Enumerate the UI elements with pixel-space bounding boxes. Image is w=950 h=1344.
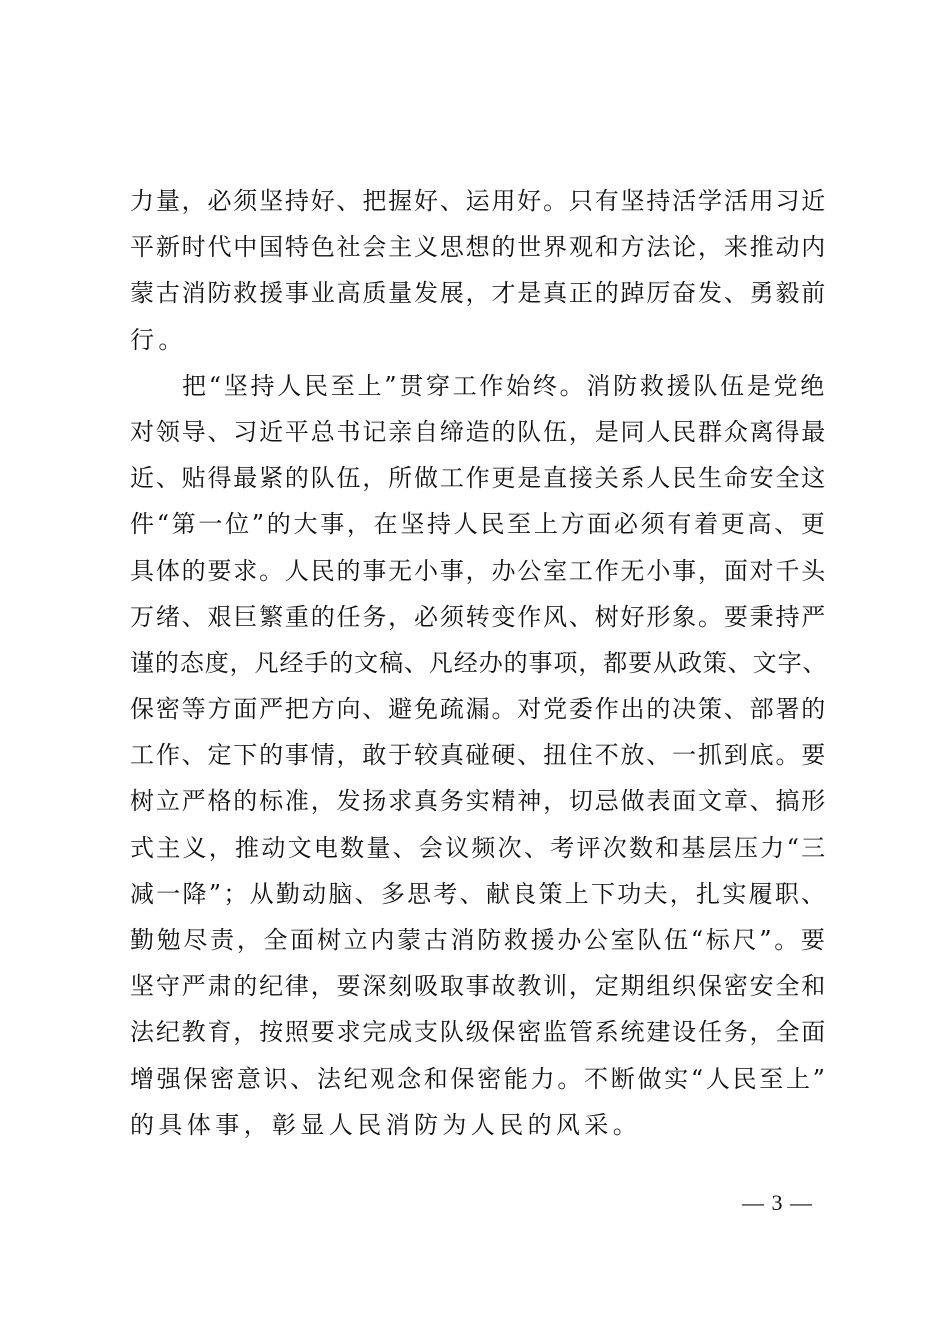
text-line: 工作、定下的事情，敢于较真碰硬、扭住不放、一抓到底。要 (130, 741, 828, 770)
text-line: 的具体事，彰显人民消防为人民的风采。 (130, 1110, 642, 1139)
text-line: 件“第一位”的大事，在坚持人民至上方面必须有着更高、更 (130, 510, 828, 539)
text-line: 平新时代中国特色社会主义思想的世界观和方法论，来推动内 (130, 233, 828, 262)
text-line: 减一降”；从勤动脑、多思考、献良策上下功夫，扎实履职、 (130, 879, 828, 908)
text-line: 谨的态度，凡经手的文稿、凡经办的事项，都要从政策、文字、 (130, 648, 828, 677)
text-line: 万绪、艰巨繁重的任务，必须转变作风、树好形象。要秉持严 (130, 602, 828, 631)
text-line: 蒙古消防救援事业高质量发展，才是真正的踔厉奋发、勇毅前 (130, 279, 828, 308)
text-line: 勤勉尽责，全面树立内蒙古消防救援办公室队伍“标尺”。要 (130, 926, 828, 954)
body-text (130, 178, 830, 1148)
text-line: 行。 (130, 325, 187, 354)
text-line: 近、贴得最紧的队伍，所做工作更是直接关系人民生命安全这 (130, 464, 828, 493)
text-line: 坚守严肃的纪律，要深刻吸取事故教训，定期组织保密安全和 (130, 972, 828, 1001)
text-line: 增强保密意识、法纪观念和保密能力。不断做实“人民至上” (130, 1064, 828, 1093)
text-line: 把“坚持人民至上”贯穿工作始终。消防救援队伍是党绝 (182, 371, 828, 400)
text-line: 保密等方面严把方向、避免疏漏。对党委作出的决策、部署的 (130, 695, 828, 724)
paragraph-1 (130, 178, 830, 363)
text-line: 树立严格的标准，发扬求真务实精神，切忌做表面文章、搞形 (130, 787, 828, 816)
text-line: 对领导、习近平总书记亲自缔造的队伍，是同人民群众离得最 (130, 417, 828, 446)
text-line: 力量，必须坚持好、把握好、运用好。只有坚持活学活用习近 (130, 187, 828, 215)
text-line: 具体的要求。人民的事无小事，办公室工作无小事，面对千头 (130, 556, 828, 585)
text-line: 法纪教育，按照要求完成支队级保密监管系统建设任务，全面 (130, 1018, 828, 1047)
page-number: — 3 — (742, 1190, 813, 1215)
paragraph-2 (130, 363, 830, 1148)
text-line: 式主义，推动文电数量、会议频次、考评次数和基层压力“三 (130, 833, 828, 862)
